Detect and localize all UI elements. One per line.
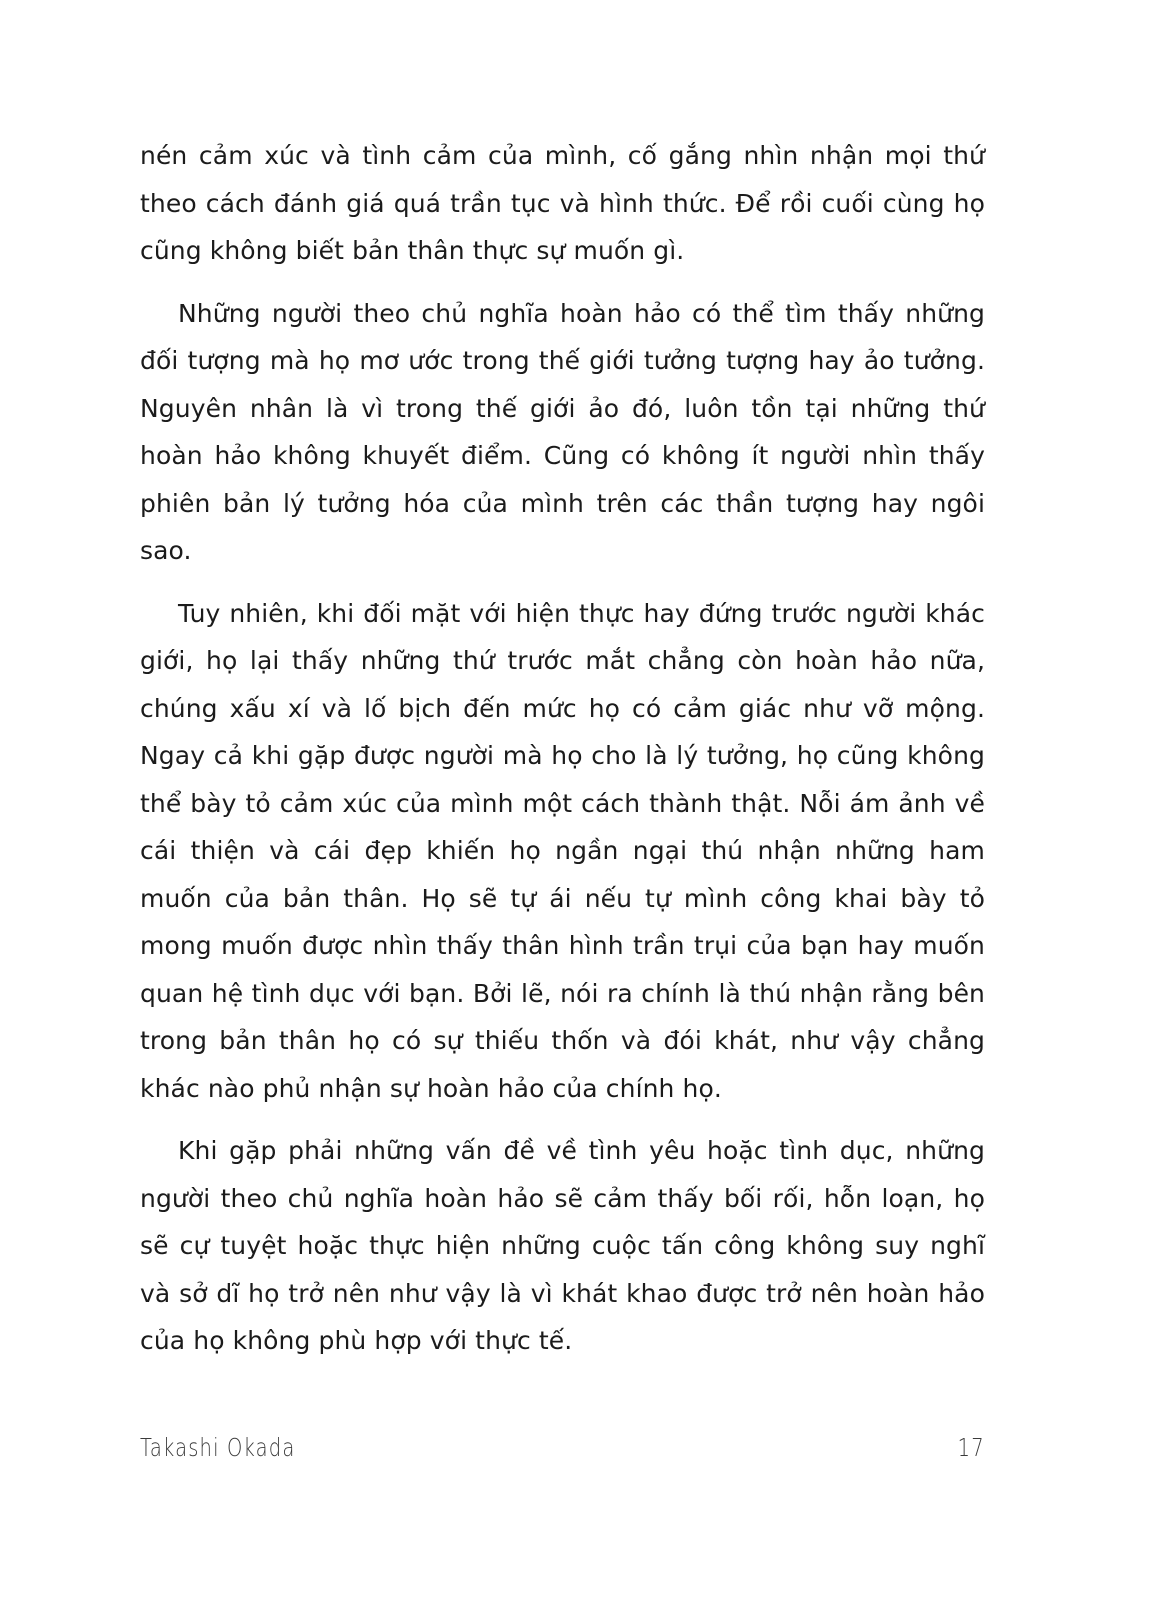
page-footer bbox=[140, 1433, 985, 1469]
paragraph: Tuy nhiên, khi đối mặt với hiện thực hay đứng trước người khác giới, họ lại thấy những thứ trước mắt chẳng còn hoàn hảo nữa, chúng xấu xí và lố bịch đến mức họ có cảm giác như vỡ mộng. Ngay cả khi gặp được người mà họ cho là lý tưởng, họ cũng không thể bày tỏ cảm xúc của mình một cách thành thật. Nỗi ám ảnh về cái thiện và cái đẹp khiến họ ngần ngại thú nhận những ham muốn của bản thân. Họ sẽ tự ái nếu tự mình công khai bày tỏ mong muốn được nhìn thấy thân hình trần trụi của bạn hay muốn quan hệ tình dục với bạn. Bởi lẽ, nói ra chính là thú nhận rằng bên trong bản thân họ có sự thiếu thốn và đói khát, như vậy chẳng khác nào phủ nhận sự hoàn hảo của chính họ. bbox=[140, 598, 985, 1103]
paragraph: Những người theo chủ nghĩa hoàn hảo có thể tìm thấy những đối tượng mà họ mơ ước trong thế giới tưởng tượng hay ảo tưởng. Nguyên nhân là vì trong thế giới ảo đó, luôn tồn tại những thứ hoàn hảo không khuyết điểm. Cũng có không ít người nhìn thấy phiên bản lý tưởng hóa của mình trên các thần tượng hay ngôi sao. bbox=[140, 298, 985, 565]
footer-author: Takashi Okada bbox=[140, 1433, 296, 1462]
page-number: 17 bbox=[957, 1433, 985, 1462]
page-body-text bbox=[140, 132, 985, 1380]
paragraph-continued: nén cảm xúc và tình cảm của mình, cố gắng nhìn nhận mọi thứ theo cách đánh giá quá trần tục và hình thức. Để rồi cuối cùng họ cũng không biết bản thân thực sự muốn gì. bbox=[140, 141, 985, 265]
paragraph: Khi gặp phải những vấn đề về tình yêu hoặc tình dục, những người theo chủ nghĩa hoàn hảo sẽ cảm thấy bối rối, hỗn loạn, họ sẽ cự tuyệt hoặc thực hiện những cuộc tấn công không suy nghĩ và sở dĩ họ trở nên như vậy là vì khát khao được trở nên hoàn hảo của họ không phù hợp với thực tế. bbox=[140, 1136, 985, 1355]
